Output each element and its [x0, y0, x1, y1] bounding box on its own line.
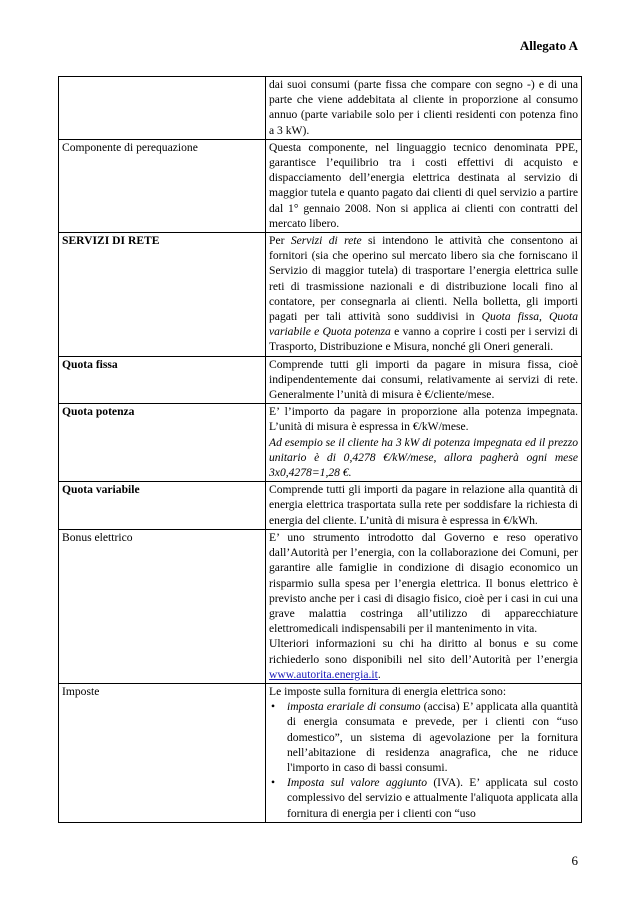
term-cell: Quota variabile [59, 482, 266, 530]
list-item: • imposta erariale di consumo (accisa) E’ applicata alla quantità di energia consumata e prevede, per i clienti con “uso domestico”, un sistema di agevolazione per la fornitura nell’abitazione di residenza anagrafica, che ne riduce l'importo in caso di bassi consumi. [271, 700, 578, 774]
table-row [59, 356, 582, 404]
term-cell: Componente di perequazione [59, 139, 266, 232]
list-item: • Imposta sul valore aggiunto (IVA). E’ applicata sul costo complessivo del servizio e attualmente l'aliquota applicata alla fornitura di energia per i clienti con “uso [271, 776, 578, 820]
bullet-icon: • [271, 700, 276, 714]
page-number: 6 [571, 853, 578, 868]
term-cell: Imposte [59, 683, 266, 822]
description-cell: Le imposte sulla fornitura di energia elettrica sono: • imposta erariale di consumo (accisa) E’ applicata alla quantità di energia consumata e prevede, per i clienti con “uso domestico”, un sistema di agevolazione per la fornitura nell’abitazione di residenza anagrafica, che ne riduce l'importo in caso di bassi consumi. • Imposta sul valore aggiunto (IVA). E’ applicata sul costo complessivo del servizio e attualmente l'aliquota applicata alla fornitura di energia per i clienti con “uso [266, 683, 582, 822]
term-cell: SERVIZI DI RETE [59, 233, 266, 357]
table-row [59, 233, 582, 357]
example-text: Ad esempio se il cliente ha 3 kW di potenza impegnata ed il prezzo unitario è di 0,4278 €/kW/mese, allora pagherà ogni mese 3x0,4278=1,28 €. [269, 435, 579, 480]
description-cell: Questa componente, nel linguaggio tecnico denominata PPE, garantisce l’equilibrio tra i costi effettivi di acquisto e dispacciamento dell’energia elettrica destinata al servizio di maggior tutela e quanto pagato dai clienti di quel servizio a partire dal 1° gennaio 2008. Non si applica ai clienti con contratti del mercato libero. [266, 139, 582, 232]
description-cell: E’ l’importo da pagare in proporzione alla potenza impegnata. L’unità di misura è espressa in €/kW/mese. Ad esempio se il cliente ha 3 kW di potenza impegnata ed il prezzo unitario è di 0,4278 €/kW/mese, allora pagherà ogni mese 3x0,4278=1,28 €. [266, 404, 582, 482]
description-cell: Per Servizi di rete si intendono le attività che consentono ai fornitori (sia che operino sul mercato libero sia che forniscano il Servizio di maggior tutela) di trasportare l’energia elettrica sulle reti di trasmissione nazionali e di distribuzione locali fino al contatore, per consegnarla ai clienti. Nella bolletta, gli importi pagati per tali attività sono suddivisi in Quota fissa, Quota variabile e Quota potenza e vanno a coprire i costi per i servizi di Trasporto, Distribuzione e Misura, nonché gli Oneri generali. [266, 233, 582, 357]
term-cell: Quota potenza [59, 404, 266, 482]
description-cell: Comprende tutti gli importi da pagare in relazione alla quantità di energia elettrica trasportata sulla rete per soddisfare la richiesta di energia del cliente. L’unità di misura è espressa in €/kWh. [266, 482, 582, 530]
annex-label: Allegato A [519, 38, 578, 53]
table-row [59, 77, 582, 140]
autorita-website-link[interactable]: www.autorita.energia.it [269, 667, 378, 681]
taxes-list [269, 699, 578, 821]
bullet-icon: • [271, 776, 276, 790]
description-cell: Comprende tutti gli importi da pagare in misura fissa, cioè indipendentemente dai consumi, relativamente ai servizi di rete. Generalmente l’unità di misura è €/cliente/mese. [266, 356, 582, 404]
table-row [59, 683, 582, 822]
term-cell: Bonus elettrico [59, 529, 266, 683]
table-row [59, 404, 582, 482]
glossary-table [58, 76, 582, 823]
description-cell: E’ uno strumento introdotto dal Governo e reso operativo dall’Autorità per l’energia, con la collaborazione dei Comuni, per garantire alle famiglie in condizione di disagio economico un risparmio sulla spesa per l’energia elettrica. Il bonus elettrico è previsto anche per i casi di disagio fisico, cioè per i casi in cui una grave malattia costringa all’utilizzo di apparecchiature elettromedicali indispensabili per il mantenimento in vita. Ulteriori informazioni su chi ha diritto al bonus e su come richiederlo sono disponibili nel sito dell’Autorità per l’energia www.autorita.energia.it. [266, 529, 582, 683]
term-cell: Quota fissa [59, 356, 266, 404]
table-row [59, 529, 582, 683]
description-cell: dai suoi consumi (parte fissa che compare con segno -) e di una parte che viene addebitata al cliente in proporzione al consumo annuo (parte variabile solo per i clienti residenti con potenza fino a 3 kW). [266, 77, 582, 140]
term-cell [59, 77, 266, 140]
table-row [59, 139, 582, 232]
table-row [59, 482, 582, 530]
